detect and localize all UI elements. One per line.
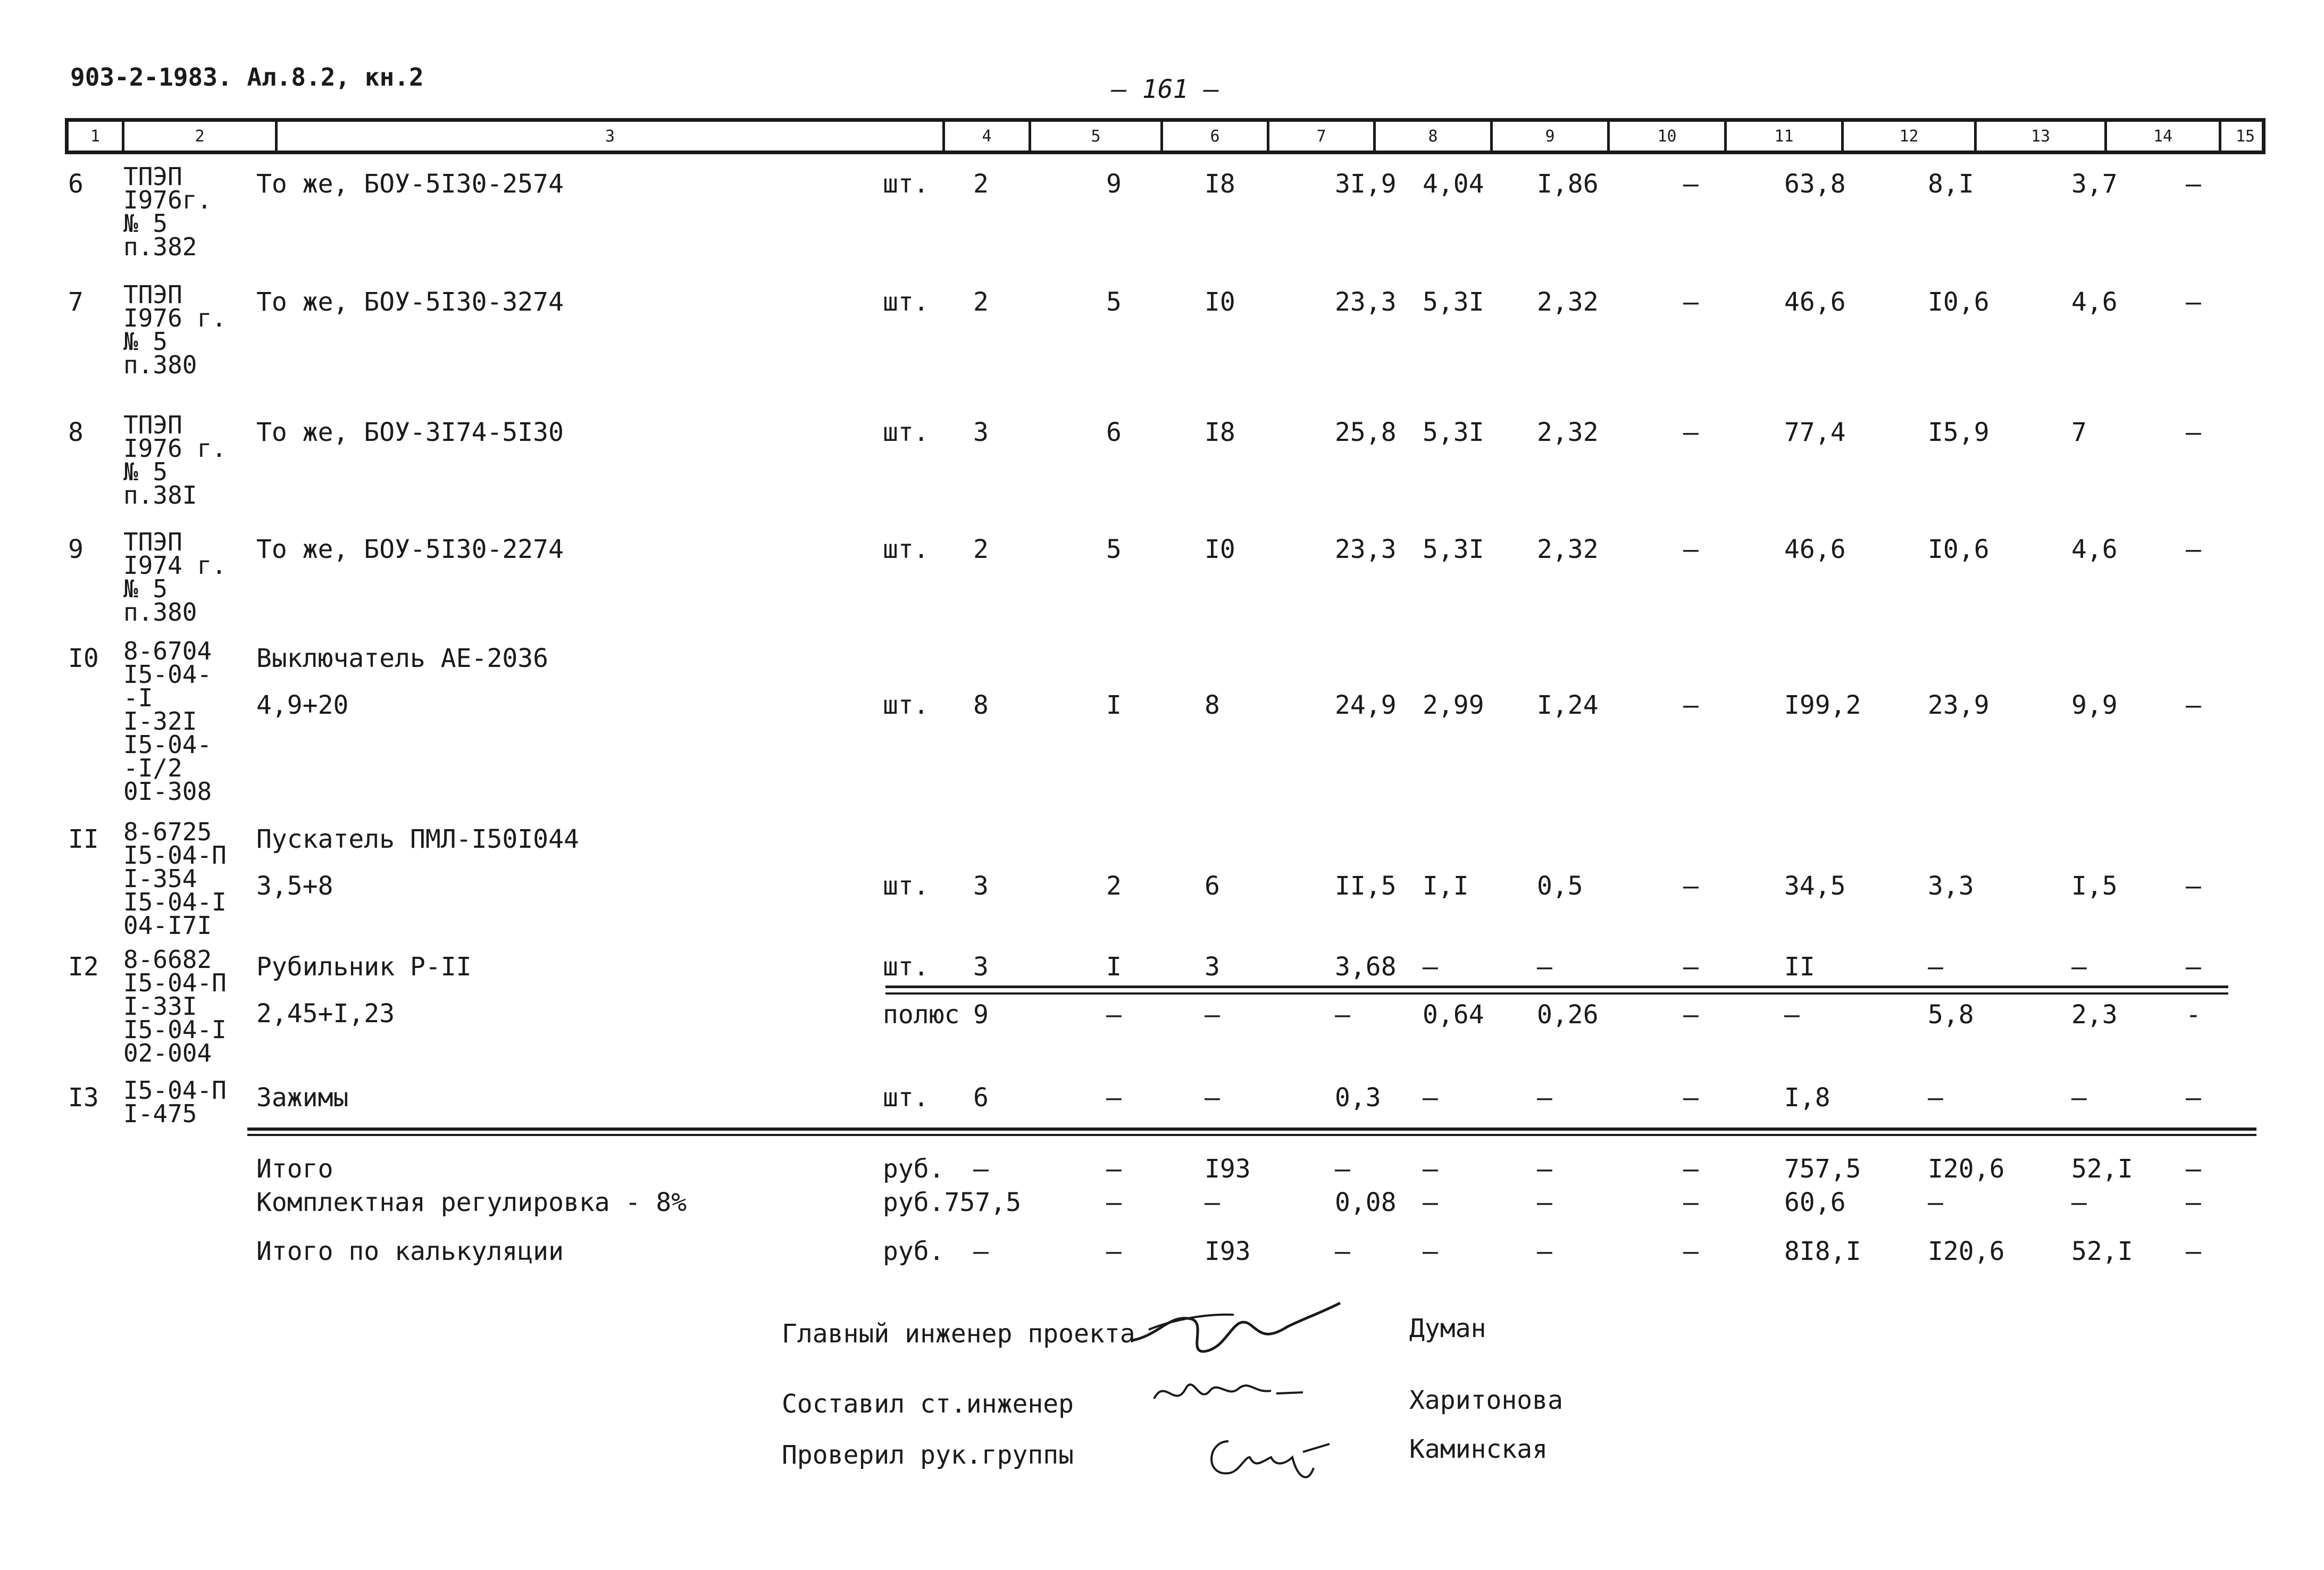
cell-unit: шт. (883, 1083, 929, 1113)
cell-c15: – (2186, 690, 2201, 720)
cell-c12: I99,2 (1784, 690, 1861, 720)
row-code-line: 0I-308 (123, 777, 212, 806)
cell-c11: – (1683, 690, 1699, 720)
cell-c10: 2,32 (1537, 535, 1599, 564)
cell-c13: – (1928, 952, 1943, 982)
cell-c10: I,86 (1537, 169, 1599, 199)
row-code-line: I-475 (123, 1099, 197, 1128)
row-name: 2,45+I,23 (256, 999, 395, 1029)
cell-c15: – (2186, 287, 2201, 317)
cell-c7: I0 (1205, 287, 1235, 317)
cell-c5: 3 (973, 952, 989, 982)
cell-c9: 2,99 (1423, 690, 1484, 720)
cell-c8: 23,3 (1335, 287, 1397, 317)
subrow-cell-c7: – (1205, 1000, 1220, 1030)
row-code-line: ТПЭП (123, 162, 182, 191)
signature-name-checker: Каминская (1409, 1434, 1548, 1464)
row-code-line: № 5 (123, 457, 168, 486)
totals-cell-c9: – (1423, 1188, 1438, 1217)
cell-c15: – (2186, 169, 2201, 199)
cell-unit: шт. (883, 287, 929, 317)
totals-label: Комплектная регулировка - 8% (256, 1188, 687, 1217)
handwritten-signature-1 (1127, 1282, 1351, 1367)
column-header-9: 9 (1493, 122, 1610, 151)
cell-c12: 46,6 (1784, 287, 1846, 317)
row-code-line: I-33I (123, 992, 197, 1021)
signature-role-checker: Проверил рук.группы (782, 1440, 1074, 1470)
cell-c8: 23,3 (1335, 535, 1397, 564)
row-code-line: I5-04- (123, 730, 212, 759)
totals-cell-c10: – (1537, 1154, 1552, 1184)
cell-c9: I,I (1423, 871, 1469, 901)
column-header-2: 2 (124, 122, 278, 151)
row-code-line: 04-I7I (123, 911, 212, 940)
totals-label: Итого по калькуляции (256, 1237, 564, 1266)
row-name: Рубильник Р-II (256, 952, 472, 982)
cell-c5: 3 (973, 417, 989, 447)
totals-cell-unit: руб.757,5 (883, 1188, 1022, 1217)
row-code-line: I5-04-I (123, 1015, 227, 1044)
row-name: Выключатель АЕ-2036 (256, 644, 549, 673)
subrow-cell-c5: 9 (973, 1000, 989, 1030)
cell-c5: 2 (973, 287, 989, 317)
row-number: I0 (68, 644, 99, 673)
subrow-cell-c12: – (1784, 1000, 1800, 1030)
row-code-line: п.380 (123, 350, 197, 379)
row-code-line: № 5 (123, 327, 168, 356)
cell-c13: – (1928, 1083, 1943, 1113)
column-header-3: 3 (278, 122, 945, 151)
row-code-line: п.380 (123, 598, 197, 627)
column-header-5: 5 (1031, 122, 1163, 151)
row-code-line: I976 г. (123, 304, 227, 332)
cell-c15: – (2186, 535, 2201, 564)
subrow-cell-unit: полюс (883, 1000, 960, 1030)
totals-cell-c15: – (2186, 1237, 2201, 1266)
row-name: То же, БОУ-5I30-3274 (256, 287, 564, 317)
totals-cell-c14: – (2071, 1188, 2087, 1217)
subrow-divider-lower (885, 992, 2228, 995)
column-header-14: 14 (2107, 122, 2221, 151)
cell-c5: 6 (973, 1083, 989, 1113)
cell-c13: 8,I (1928, 169, 1974, 199)
column-header-13: 13 (1977, 122, 2107, 151)
cell-c6: 5 (1106, 287, 1122, 317)
cell-c6: – (1106, 1083, 1122, 1113)
column-header-15: 15 (2235, 127, 2255, 146)
totals-cell-c11: – (1683, 1154, 1699, 1184)
totals-cell-c6: – (1106, 1188, 1122, 1217)
row-code-line: I976 г. (123, 434, 227, 463)
cell-c15: – (2186, 952, 2201, 982)
cell-c14: – (2071, 1083, 2087, 1113)
cell-c15: – (2186, 417, 2201, 447)
cell-c6: 2 (1106, 871, 1122, 901)
column-header-7: 7 (1269, 122, 1376, 151)
totals-cell-c8: – (1335, 1154, 1350, 1184)
cell-c5: 8 (973, 690, 989, 720)
column-header-8: 8 (1376, 122, 1493, 151)
totals-cell-c9: – (1423, 1154, 1438, 1184)
column-header-row (65, 118, 2266, 154)
cell-c9: 5,3I (1423, 287, 1484, 317)
cell-c12: 34,5 (1784, 871, 1846, 901)
subrow-cell-c15: - (2186, 1000, 2201, 1030)
totals-cell-unit: руб. (883, 1154, 944, 1184)
cell-c14: 4,6 (2071, 287, 2118, 317)
cell-c7: I0 (1205, 535, 1235, 564)
row-code-line: 8-6682 (123, 945, 212, 974)
totals-cell-c10: – (1537, 1188, 1552, 1217)
cell-c11: – (1683, 871, 1699, 901)
row-name: То же, БОУ-5I30-2574 (256, 169, 564, 199)
cell-c12: 77,4 (1784, 417, 1846, 447)
row-code-line: -I/2 (123, 754, 182, 782)
cell-c11: – (1683, 535, 1699, 564)
totals-cell-c6: – (1106, 1154, 1122, 1184)
row-code-line: I976г. (123, 186, 212, 214)
row-number: 8 (68, 417, 83, 447)
subrow-cell-c6: – (1106, 1000, 1122, 1030)
row-code-line: 8-6704 (123, 637, 212, 665)
cell-c8: 3I,9 (1335, 169, 1397, 199)
cell-c8: 3,68 (1335, 952, 1397, 982)
row-code-line: ТПЭП (123, 411, 182, 439)
cell-c7: – (1205, 1083, 1220, 1113)
cell-c7: 8 (1205, 690, 1220, 720)
row-code-line: № 5 (123, 574, 168, 603)
cell-c10: 2,32 (1537, 417, 1599, 447)
cell-c11: – (1683, 417, 1699, 447)
subrow-cell-c10: 0,26 (1537, 1000, 1599, 1030)
row-code-line: I-354 (123, 864, 197, 893)
cell-c7: I8 (1205, 417, 1235, 447)
document-code: 903-2-1983. Ал.8.2, кн.2 (70, 63, 424, 91)
row-code-line: 02-004 (123, 1039, 212, 1067)
cell-c13: I5,9 (1928, 417, 1989, 447)
totals-cell-c13: I20,6 (1928, 1237, 2005, 1266)
totals-cell-c7: I93 (1205, 1237, 1251, 1266)
cell-unit: шт. (883, 169, 929, 199)
totals-cell-c5: – (973, 1154, 989, 1184)
totals-cell-c12: 60,6 (1784, 1188, 1846, 1217)
cell-c5: 3 (973, 871, 989, 901)
cell-c10: 2,32 (1537, 287, 1599, 317)
row-number: II (68, 824, 99, 854)
cell-c11: – (1683, 169, 1699, 199)
row-number: 6 (68, 169, 83, 199)
subrow-cell-c14: 2,3 (2071, 1000, 2118, 1030)
totals-cell-c7: – (1205, 1188, 1220, 1217)
signature-role-compiler: Составил ст.инженер (782, 1389, 1074, 1419)
handwritten-signature-3 (1197, 1425, 1345, 1494)
row-code-line: I5-04-I (123, 888, 227, 916)
cell-c9: 5,3I (1423, 417, 1484, 447)
subrow-cell-c8: – (1335, 1000, 1350, 1030)
row-name: Зажимы (256, 1083, 349, 1113)
cell-c13: I0,6 (1928, 535, 1989, 564)
totals-cell-c14: 52,I (2071, 1237, 2133, 1266)
subrow-cell-c13: 5,8 (1928, 1000, 1974, 1030)
cell-c7: 6 (1205, 871, 1220, 901)
column-header-4: 4 (945, 122, 1031, 151)
cell-c8: 25,8 (1335, 417, 1397, 447)
row-number: I2 (68, 952, 99, 982)
page-number: — 161 — (1111, 74, 1219, 104)
row-code-line: ТПЭП (123, 280, 182, 309)
row-name: 3,5+8 (256, 871, 333, 901)
cell-c11: – (1683, 1083, 1699, 1113)
cell-unit: шт. (883, 535, 929, 564)
row-code-line: ТПЭП (123, 528, 182, 556)
cell-c12: 46,6 (1784, 535, 1846, 564)
cell-c5: 2 (973, 535, 989, 564)
cell-c9: – (1423, 1083, 1438, 1113)
cell-c10: I,24 (1537, 690, 1599, 720)
totals-divider (247, 1128, 2256, 1131)
subrow-cell-c9: 0,64 (1423, 1000, 1484, 1030)
cell-unit: шт. (883, 871, 929, 901)
row-code-line: п.382 (123, 232, 197, 261)
cell-unit: шт. (883, 417, 929, 447)
totals-cell-c14: 52,I (2071, 1154, 2133, 1184)
totals-cell-c9: – (1423, 1237, 1438, 1266)
totals-divider-lower (247, 1134, 2256, 1136)
totals-cell-c13: – (1928, 1188, 1943, 1217)
signature-name-compiler: Харитонова (1409, 1385, 1563, 1415)
totals-cell-c10: – (1537, 1237, 1552, 1266)
column-header-1: 1 (69, 122, 124, 151)
cell-c13: I0,6 (1928, 287, 1989, 317)
column-header-11: 11 (1727, 122, 1844, 151)
cell-c10: 0,5 (1537, 871, 1583, 901)
totals-cell-c15: – (2186, 1188, 2201, 1217)
row-code-line: I5-04-П (123, 968, 227, 997)
cell-unit: шт. (883, 952, 929, 982)
row-code-line: 8-6725 (123, 817, 212, 846)
cell-c6: I (1106, 952, 1122, 982)
cell-c7: 3 (1205, 952, 1220, 982)
totals-cell-c6: – (1106, 1237, 1122, 1266)
cell-c8: 0,3 (1335, 1083, 1381, 1113)
row-code-line: I974 г. (123, 551, 227, 580)
row-code-line: -I (123, 683, 153, 712)
row-number: I3 (68, 1083, 99, 1113)
cell-c13: 3,3 (1928, 871, 1974, 901)
cell-c11: – (1683, 287, 1699, 317)
row-name: То же, БОУ-5I30-2274 (256, 535, 564, 564)
totals-cell-c8: 0,08 (1335, 1188, 1397, 1217)
cell-c14: 3,7 (2071, 169, 2118, 199)
cell-c6: 9 (1106, 169, 1122, 199)
totals-cell-c5: – (973, 1237, 989, 1266)
totals-cell-c8: – (1335, 1237, 1350, 1266)
row-name: 4,9+20 (256, 690, 349, 720)
cell-c14: I,5 (2071, 871, 2118, 901)
cell-c6: 5 (1106, 535, 1122, 564)
totals-cell-c11: – (1683, 1237, 1699, 1266)
row-code-line: I5-04-П (123, 1076, 227, 1105)
cell-c14: 4,6 (2071, 535, 2118, 564)
cell-c9: 4,04 (1423, 169, 1484, 199)
cell-c11: – (1683, 952, 1699, 982)
cell-c14: – (2071, 952, 2087, 982)
cell-c12: 63,8 (1784, 169, 1846, 199)
cell-c10: – (1537, 952, 1552, 982)
cell-c8: II,5 (1335, 871, 1397, 901)
row-name: Пускатель ПМЛ-I50I044 (256, 824, 579, 854)
cell-c9: 5,3I (1423, 535, 1484, 564)
subrow-divider (885, 986, 2228, 988)
row-code-line: п.38I (123, 481, 197, 510)
cell-unit: шт. (883, 690, 929, 720)
row-code-line: I5-04- (123, 660, 212, 689)
column-header-12: 12 (1844, 122, 1977, 151)
subrow-cell-c11: – (1683, 1000, 1699, 1030)
cell-c9: – (1423, 952, 1438, 982)
column-header-10: 10 (1610, 122, 1727, 151)
cell-c6: 6 (1106, 417, 1122, 447)
signature-role-chief-engineer: Главный инженер проекта (782, 1319, 1135, 1349)
cell-c13: 23,9 (1928, 690, 1989, 720)
cell-c5: 2 (973, 169, 989, 199)
row-number: 7 (68, 287, 83, 317)
cell-c14: 7 (2071, 417, 2087, 447)
totals-cell-c12: 8I8,I (1784, 1237, 1861, 1266)
row-code-line: № 5 (123, 209, 168, 238)
cell-c12: I,8 (1784, 1083, 1830, 1113)
cell-c6: I (1106, 690, 1122, 720)
row-number: 9 (68, 535, 83, 564)
cell-c10: – (1537, 1083, 1552, 1113)
cell-c8: 24,9 (1335, 690, 1397, 720)
totals-cell-unit: руб. (883, 1237, 944, 1266)
cell-c14: 9,9 (2071, 690, 2118, 720)
totals-cell-c13: I20,6 (1928, 1154, 2005, 1184)
totals-cell-c12: 757,5 (1784, 1154, 1861, 1184)
row-code-line: I-32I (123, 707, 197, 736)
handwritten-signature-2 (1149, 1362, 1308, 1420)
cell-c7: I8 (1205, 169, 1235, 199)
signature-name-chief-engineer: Думан (1409, 1314, 1486, 1343)
totals-cell-c11: – (1683, 1188, 1699, 1217)
row-name: То же, БОУ-3I74-5I30 (256, 417, 564, 447)
cell-c15: – (2186, 1083, 2201, 1113)
totals-cell-c15: – (2186, 1154, 2201, 1184)
column-header-6: 6 (1163, 122, 1269, 151)
totals-label: Итого (256, 1154, 333, 1184)
cell-c15: – (2186, 871, 2201, 901)
row-code-line: I5-04-П (123, 841, 227, 870)
totals-cell-c7: I93 (1205, 1154, 1251, 1184)
cell-c12: II (1784, 952, 1815, 982)
